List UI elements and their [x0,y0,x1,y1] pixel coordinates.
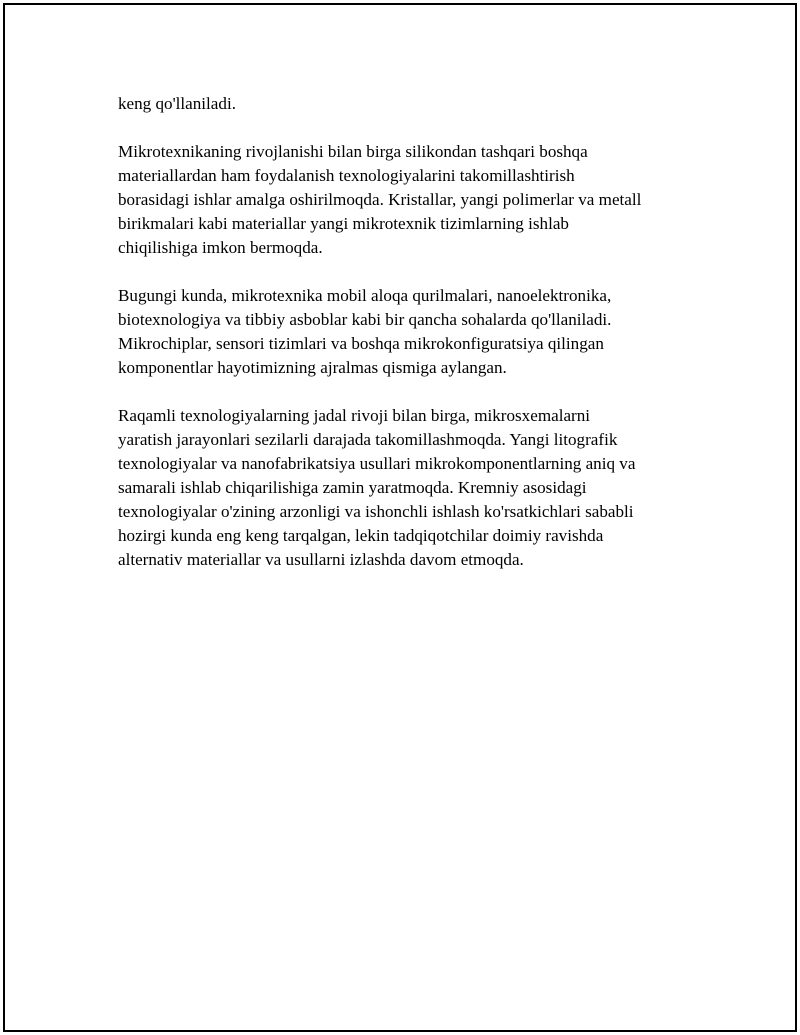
text-line: texnologiyalar o'zining arzonligi va ishonchli ishlash ko'rsatkichlari sababli [118,502,634,521]
text-line: yaratish jarayonlari sezilarli darajada takomillashmoqda. Yangi litografik [118,430,618,449]
text-line: Raqamli texnologiyalarning jadal rivoji bilan birga, mikrosxemalarni [118,406,591,425]
text-line: alternativ materiallar va usullarni izlashda davom etmoqda. [118,550,524,569]
text-line: borasidagi ishlar amalga oshirilmoqda. Kristallar, yangi polimerlar va metall [118,190,642,209]
text-line: birikmalari kabi materiallar yangi mikrotexnik tizimlarning ishlab [118,214,569,233]
text-line: texnologiyalar va nanofabrikatsiya usullari mikrokomponentlarning aniq va [118,454,636,473]
paragraph-4 [118,404,690,572]
paragraph-2 [118,140,690,260]
text-line: biotexnologiya va tibbiy asboblar kabi bir qancha sohalarda qo'llaniladi. [118,310,612,329]
document-body [118,92,690,596]
text-line: komponentlar hayotimizning ajralmas qismiga aylangan. [118,358,507,377]
paragraph-1 [118,92,690,116]
text-line: chiqilishiga imkon bermoqda. [118,238,323,257]
text-line: Mikrochiplar, sensori tizimlari va boshqa mikrokonfiguratsiya qilingan [118,334,604,353]
text-line: Bugungi kunda, mikrotexnika mobil aloqa qurilmalari, nanoelektronika, [118,286,612,305]
text-line: Mikrotexnikaning rivojlanishi bilan birga silikondan tashqari boshqa [118,142,588,161]
text-line: hozirgi kunda eng keng tarqalgan, lekin tadqiqotchilar doimiy ravishda [118,526,604,545]
text-line: samarali ishlab chiqarilishiga zamin yaratmoqda. Kremniy asosidagi [118,478,587,497]
text-line: materiallardan ham foydalanish texnologiyalarini takomillashtirish [118,166,575,185]
text-line: keng qo'llaniladi. [118,94,236,113]
paragraph-3 [118,284,690,380]
